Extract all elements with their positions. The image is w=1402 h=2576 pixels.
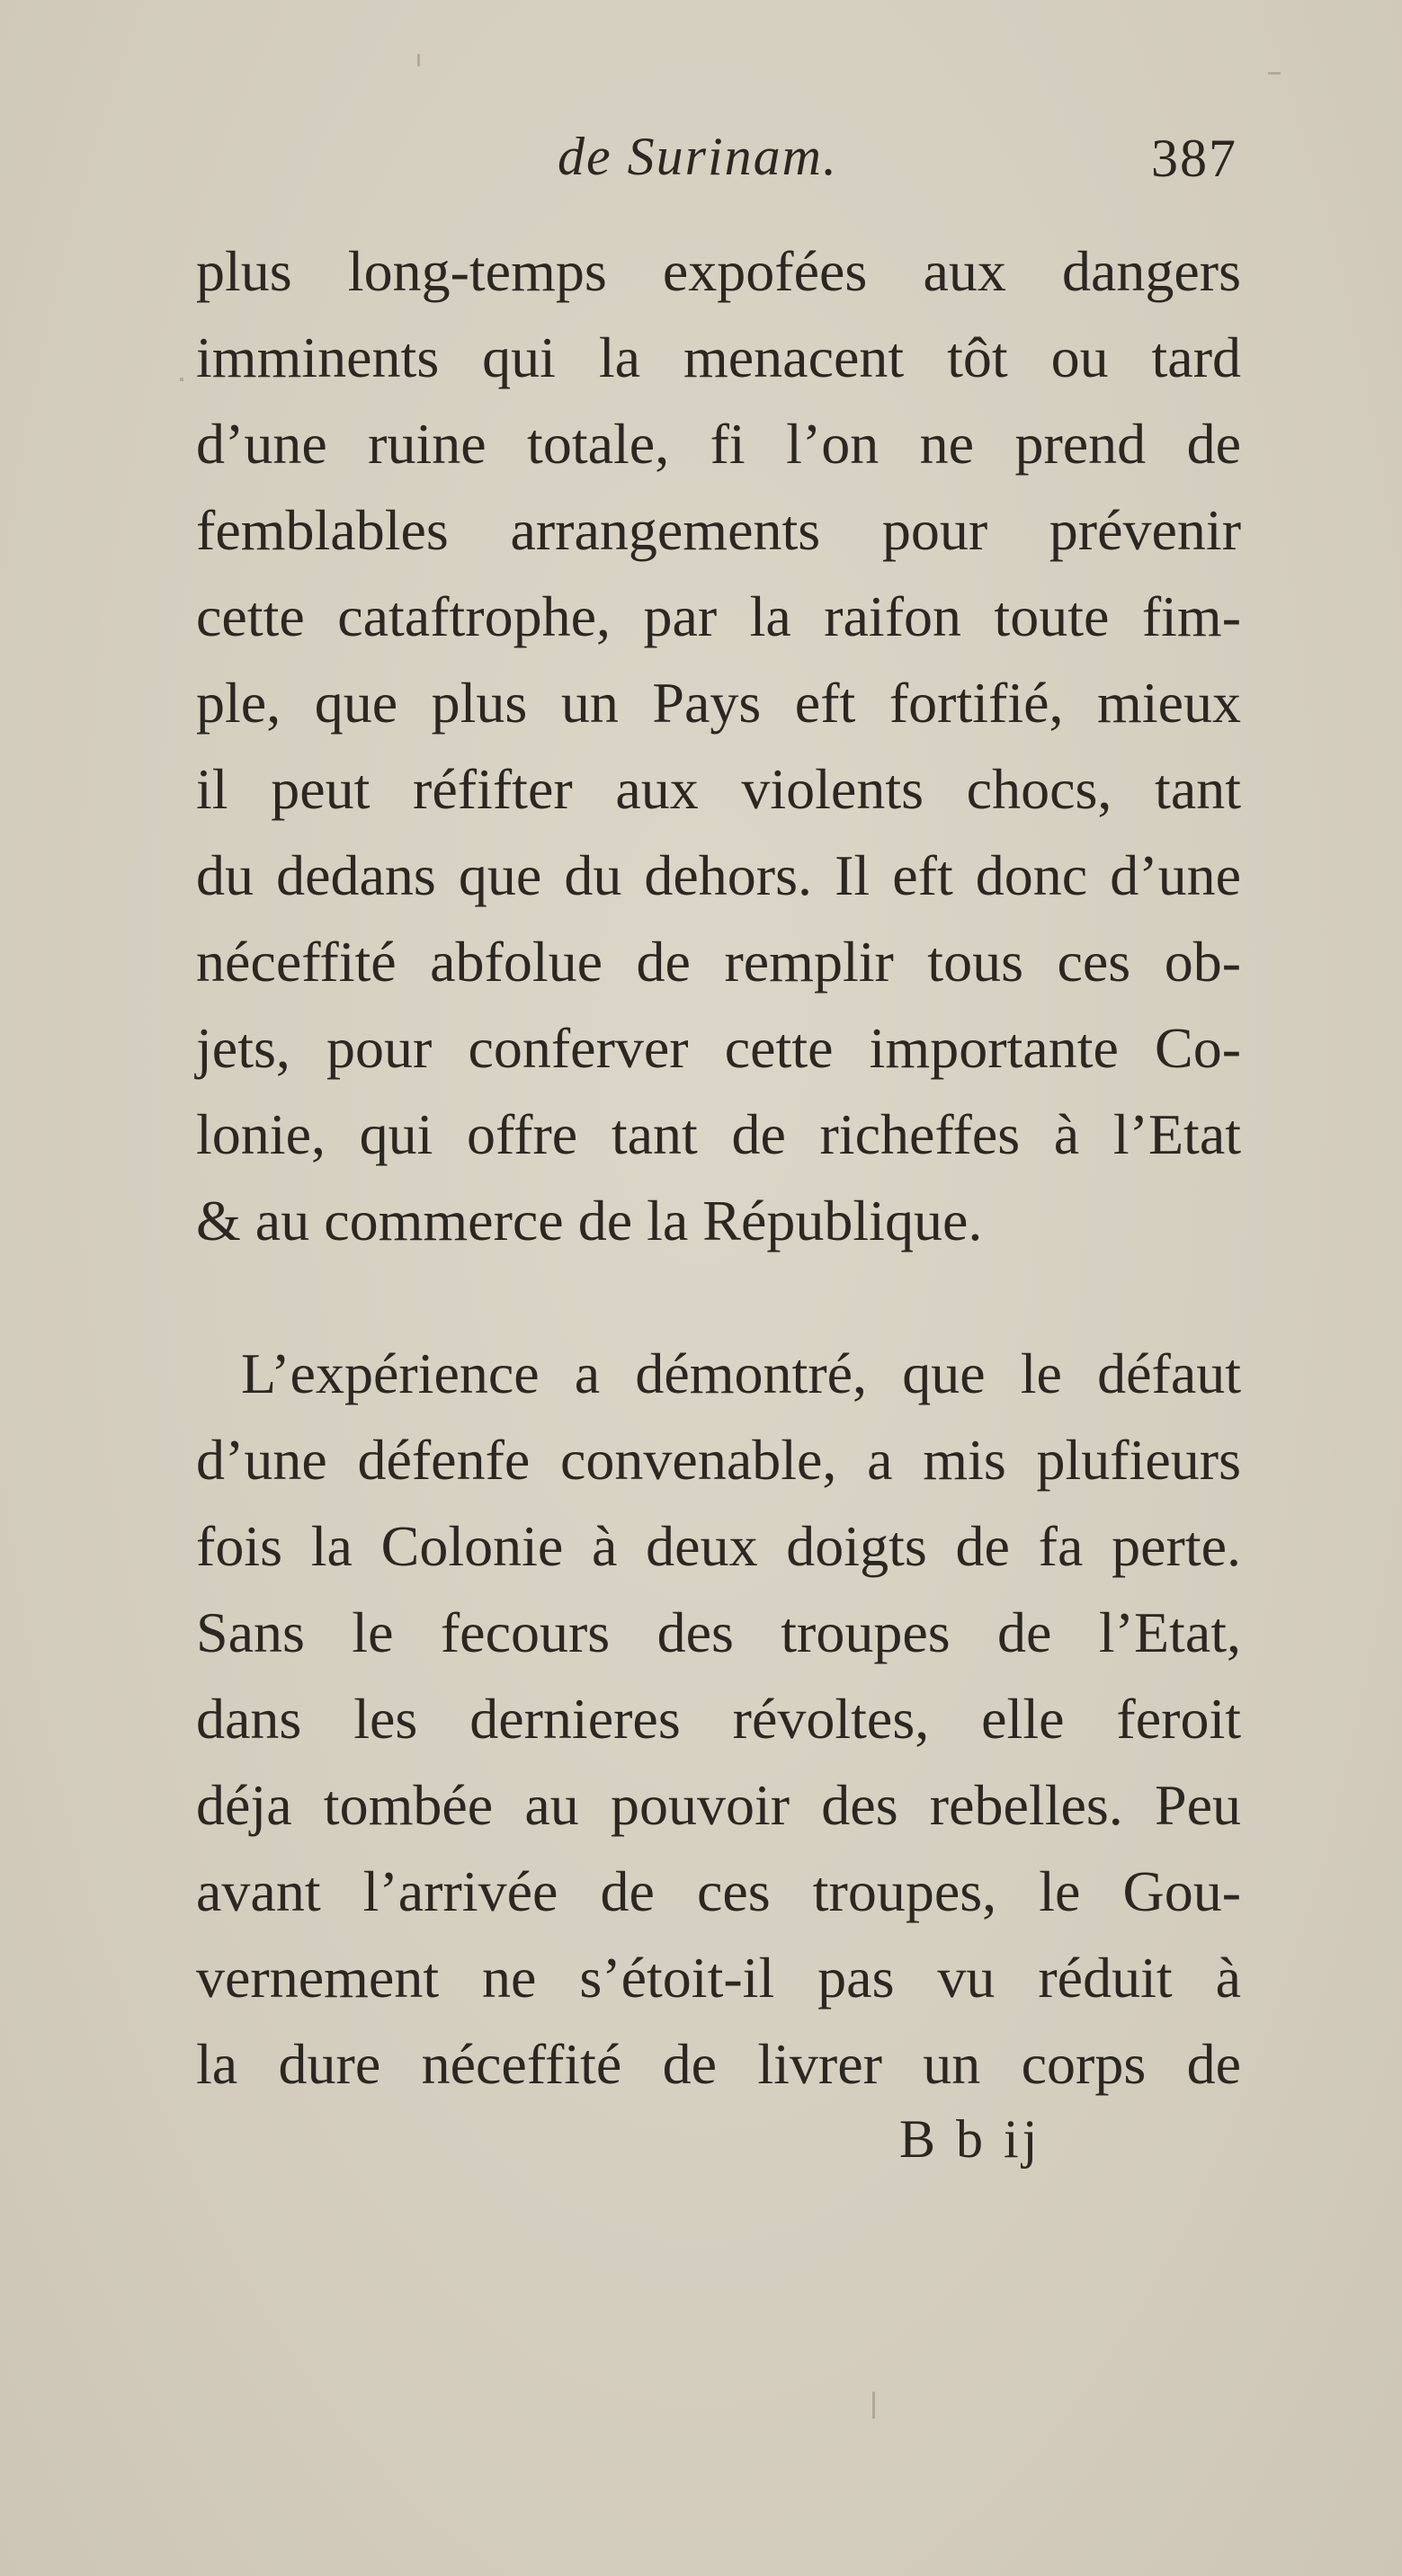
text-line: imminents qui la menacent tôt ou tard [196,325,1241,389]
text-line: L’expérience a démontré, que le défaut [241,1341,1241,1405]
paper-speck [180,378,183,381]
text-line: d’une défenfe convenable, a mis plufieurs [196,1428,1241,1492]
text-line: plus long-temps expofées aux dangers [196,239,1241,303]
paper-speck [1268,72,1281,75]
paper-speck [417,54,420,67]
text-line: il peut réfifter aux violents chocs, tant [196,757,1241,821]
text-line: fois la Colonie à deux doigts de fa perte. [196,1514,1241,1578]
text-line: Sans le fecours des troupes de l’Etat, [196,1600,1241,1664]
text-line: femblables arrangements pour prévenir [196,498,1241,562]
running-head: de Surinam. [558,127,838,186]
paper-speck [872,2392,875,2419]
text-line: & au commerce de la République. [196,1189,983,1252]
text-line: du dedans que du dehors. Il eft donc d’une [196,843,1241,907]
text-line: d’une ruine totale, fi l’on ne prend de [196,412,1241,476]
text-line: la dure néceffité de livrer un corps de [196,2032,1241,2096]
text-line: ple, que plus un Pays eft fortifié, mieux [196,671,1241,735]
page-number: 387 [1151,129,1237,188]
text-line: déja tombée au pouvoir des rebelles. Peu [196,1773,1241,1837]
text-line: lonie, qui offre tant de richeffes à l’Etat [196,1102,1241,1166]
text-line: vernement ne s’étoit-il pas vu réduit à [196,1946,1241,2010]
text-line: jets, pour conferver cette importante Co- [196,1016,1241,1080]
text-line: avant l’arrivée de ces troupes, le Gou- [196,1859,1241,1923]
text-line: cette cataftrophe, par la raifon toute fim- [196,584,1241,648]
text-line: néceffité abfolue de remplir tous ces ob- [196,930,1241,994]
text-line: dans les dernieres révoltes, elle feroit [196,1687,1241,1751]
signature-mark: B b ij [899,2109,1041,2169]
